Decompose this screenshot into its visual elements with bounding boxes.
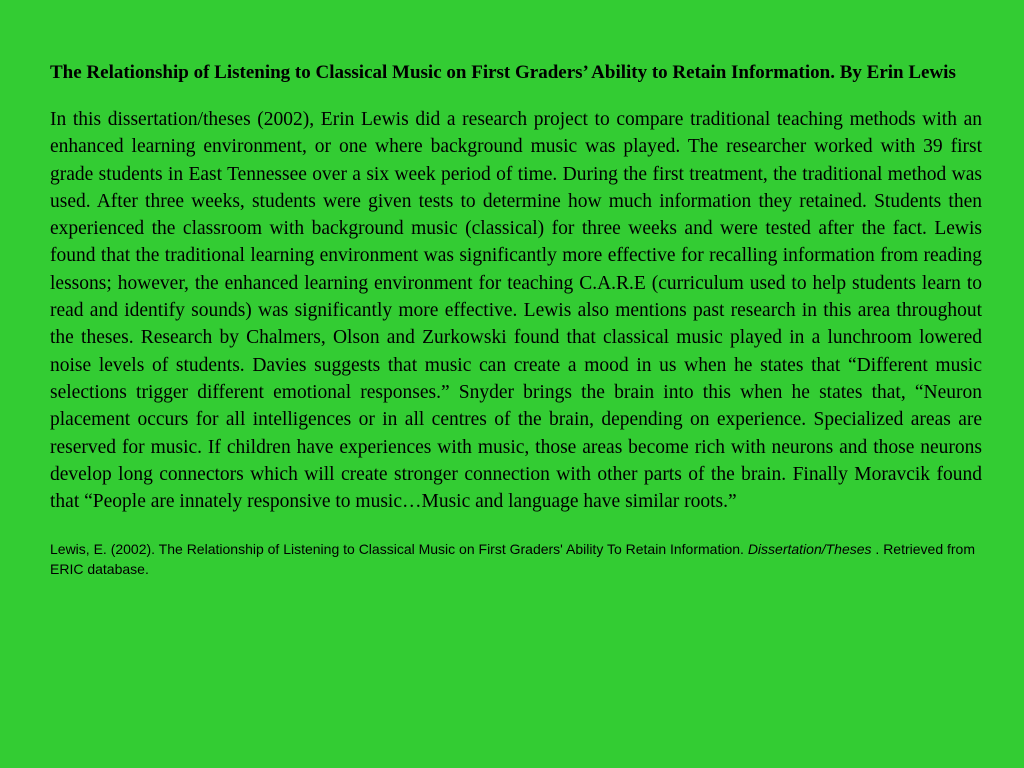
- citation-journal: Dissertation/Theses: [747, 541, 872, 558]
- citation-tail: . Retrieved from ERIC database.: [50, 541, 976, 578]
- slide-title: The Relationship of Listening to Classical Music on First Graders’ Ability to Retain Information. By Erin Lewis: [50, 62, 956, 83]
- citation: [50, 539, 982, 579]
- slide-content: [50, 58, 982, 579]
- slide-body-paragraph: In this dissertation/theses (2002), Erin Lewis did a research project to compare traditional teaching methods with an enhanced learning environment, or one where background music was played. The researcher worked with 39 first grade students in East Tennessee over a six week period of time. During the first treatment, the traditional method was used. After three weeks, students were given tests to determine how much information they retained. Students then experienced the classroom with background music (classical) for three weeks and were tested after the fact. Lewis found that the traditional learning environment was significantly more effective for recalling information from reading lessons; however, the enhanced learning environment for teaching C.A.R.E (curriculum used to help students learn to read and identify sounds) was significantly more effective. Lewis also mentions past research in this area throughout the theses. Research by Chalmers, Olson and Zurkowski found that classical music played in a lunchroom lowered noise levels of students. Davies suggests that music can create a mood in us when he states that “Different music selections trigger different emotional responses.” Snyder brings the brain into this when he states that, “Neuron placement occurs for all intelligences or in all centres of the brain, depending on experience. Specialized areas are reserved for music. If children have experiences with music, those areas become rich with neurons and those neurons develop long connectors which will create stronger connection with other parts of the brain. Finally Moravcik found that “People are innately responsive to music…Music and language have similar roots.”: [50, 109, 982, 513]
- citation-main: Lewis, E. (2002). The Relationship of Listening to Classical Music on First Graders' Ability To Retain Information.: [50, 541, 748, 558]
